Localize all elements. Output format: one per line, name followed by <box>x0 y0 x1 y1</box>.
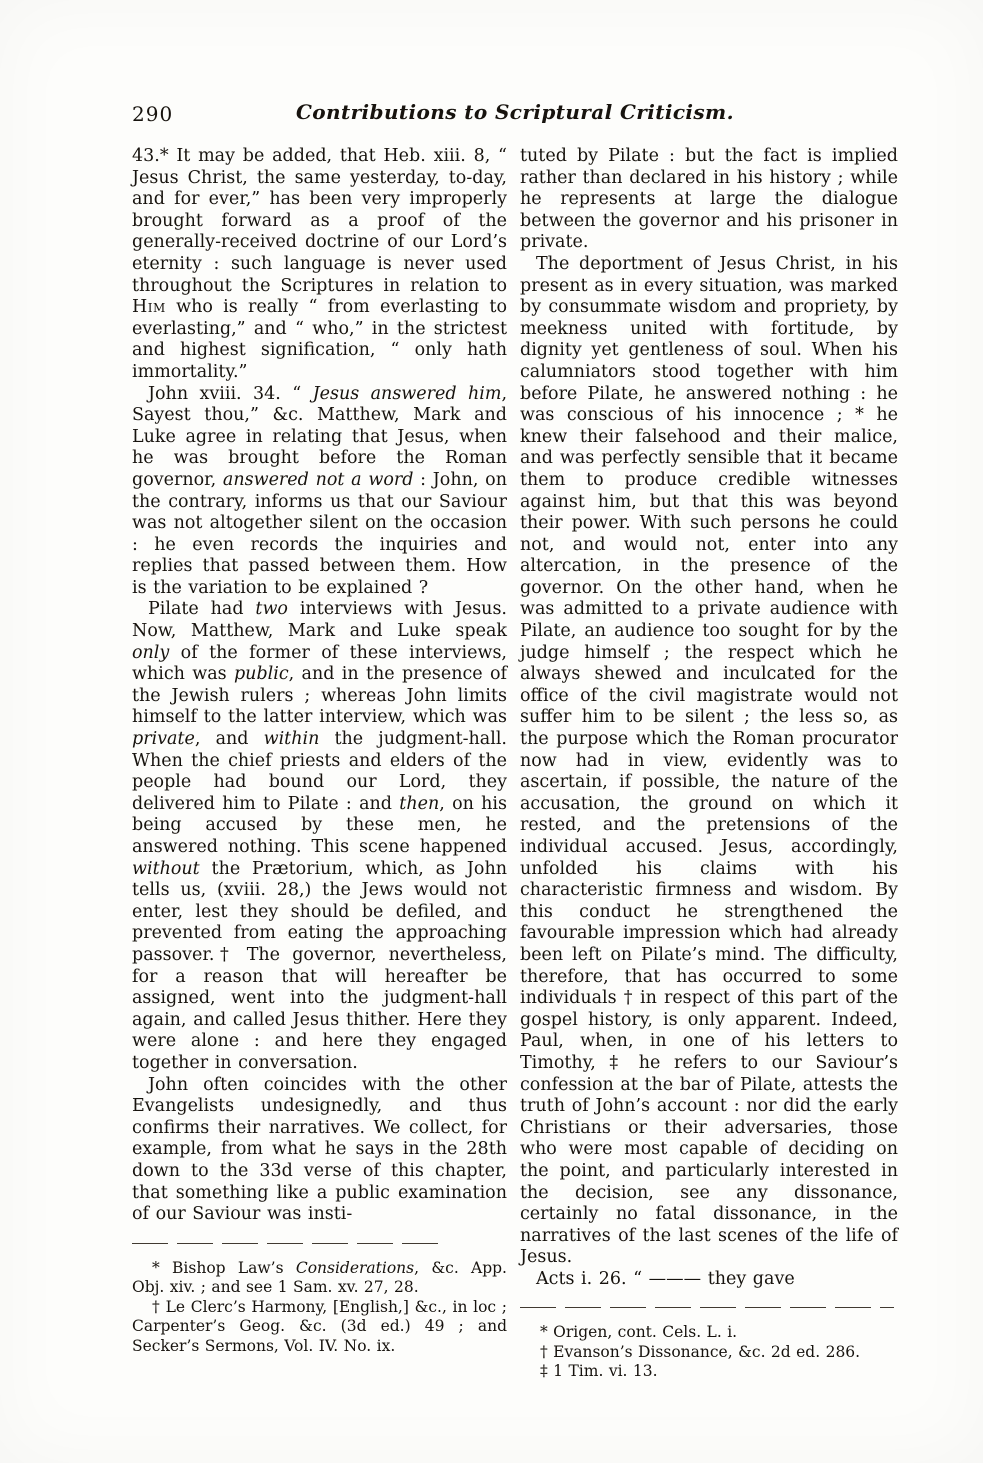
running-head <box>132 100 898 130</box>
page-number: 290 <box>132 102 174 126</box>
right-column <box>520 146 898 1382</box>
footnote: † Le Clerc’s Harmony, [English,] &c., in loc ; Carpenter’s Geog. &c. (3d ed.) 49 ; and Secker’s Sermons, Vol. IV. No. ix. <box>132 1297 507 1355</box>
body-paragraph: John often coincides with the other Evangelists undesignedly, and thus confirms their narratives. We collect, for example, from what he says in the 28th down to the 33d verse of this chapter, that something like a public examination of our Saviour was insti- <box>132 1074 507 1225</box>
body-paragraph: Pilate had two interviews with Jesus. Now, Matthew, Mark and Luke speak only of the former of these interviews, which was public, and in the presence of the Jewish rulers ; whereas John limits himself to the latter interview, which was private, and within the judgment-hall. When the chief priests and elders of the people had bound our Lord, they delivered him to Pilate : and then, on his being accused by these men, he answered nothing. This scene happened without the Prætorium, which, as John tells us, (xviii. 28,) the Jews would not enter, lest they should be defiled, and prevented from eating the approaching passover.† The governor, nevertheless, for a reason that will hereafter be assigned, went into the judgment-hall again, and called Jesus thither. Here they were alone : and here they engaged together in conversation. <box>132 599 508 1073</box>
footnote: † Evanson’s Dissonance, &c. 2d ed. 286. <box>540 1342 861 1361</box>
right-column-body <box>520 146 898 1290</box>
body-paragraph: The deportment of Jesus Christ, in his present as in every situation, was marked by consummate wisdom and propriety, by meekness united with fortitude, by dignity yet gentleness of soul. When his calumniators stood together with him before Pilate, he answered nothing : he was conscious of his innocence ; * he knew their falsehood and their malice, and was perfectly sensible that it became them to produce credible witnesses against him, but that this was beyond their power. With such persons he could not, and would not, enter into any altercation, in the presence of the governor. On the other hand, when he was admitted to a private audience with Pilate, an audience too sought for by the judge himself ; the respect which he always shewed and inculcated for the office of the civil magistrate would not suffer him to be silent ; the less so, as the purpose which the Roman procurator now had in view, evidently was to ascertain, if possible, the nature of the accusation, the ground on which it rested, and the pretensions of the individual accused. Jesus, accordingly, unfolded his claims with his characteristic firmness and wisdom. By this conduct he strengthened the favourable impression which had already been left on Pilate’s mind. The difficulty, therefore, that has occurred to some individuals † in respect of this part of the gospel history, is only apparent. Indeed, Paul, when, in one of his letters to Timothy, ‡ he refers to our Saviour’s confession at the bar of Pilate, attests the truth of John’s account : nor did the early Christians or their adversaries, those who were most capable of deciding on the point, and particularly interested in the decision, see any dissonance, certainly no fatal dissonance, in the narratives of the last scenes of the life of Jesus. <box>520 253 898 1268</box>
body-paragraph: 43.* It may be added, that Heb. xiii. 8, “ Jesus Christ, the same yesterday, to-day, and for ever,” has been very improperly brought forward as a proof of the generally-received doctrine of our Lord’s eternity : such language is never used throughout the Scriptures in relation to Him who is really “ from everlasting to everlasting,” and “ who,” in the strictest and highest signification, “ only hath immortality.” <box>132 146 507 382</box>
footnote: * Origen, cont. Cels. L. i. <box>540 1323 738 1342</box>
text-columns <box>132 146 898 1382</box>
body-paragraph: John xviii. 34. “ Jesus answered him, Sayest thou,” &c. Matthew, Mark and Luke agree in relating that Jesus, when he was brought before the Roman governor, answered not a word : John, on the contrary, informs us that our Saviour was not altogether silent on the occasion : he even records the inquiries and replies that passed between them. How is the variation to be explained ? <box>132 383 508 598</box>
body-paragraph: Acts i. 26. “ ——— they gave <box>536 1268 795 1289</box>
footnote: ‡ 1 Tim. vi. 13. <box>540 1362 658 1381</box>
right-column-footnotes <box>520 1323 898 1382</box>
running-title: Contributions to Scriptural Criticism. <box>295 100 734 124</box>
footnote: * Bishop Law’s Considerations, &c. App. Obj. xiv. ; and see 1 Sam. xv. 27, 28. <box>132 1258 507 1297</box>
left-column <box>132 146 507 1382</box>
footnote-separator-rule <box>132 1243 440 1244</box>
footnote-separator-rule <box>520 1307 894 1308</box>
left-column-footnotes <box>132 1259 507 1357</box>
left-column-body <box>132 146 507 1226</box>
body-paragraph: tuted by Pilate : but the fact is implied rather than declared in his history ; while he represents at large the dialogue between the governor and his prisoner in private. <box>520 146 898 253</box>
